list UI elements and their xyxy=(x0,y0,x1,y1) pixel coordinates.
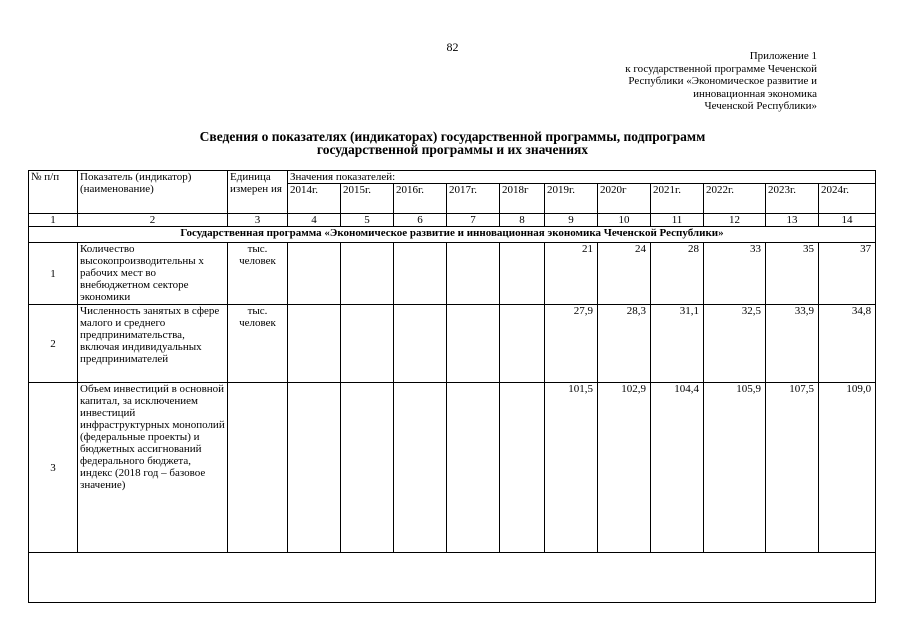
column-number: 1 xyxy=(29,214,78,227)
value-cell: 35 xyxy=(766,243,819,305)
appendix-line: Приложение 1 xyxy=(749,50,817,62)
value-cell xyxy=(447,243,500,305)
appendix-line: Чеченской Республики» xyxy=(704,100,817,112)
row-number: 3 xyxy=(29,383,78,553)
value-cell: 33,9 xyxy=(766,305,819,383)
value-cell: 28,3 xyxy=(598,305,651,383)
value-cell: 101,5 xyxy=(545,383,598,553)
value-cell xyxy=(447,383,500,553)
value-cell: 31,1 xyxy=(651,305,704,383)
column-number: 12 xyxy=(704,214,766,227)
value-cell: 37 xyxy=(819,243,876,305)
header-num: № п/п xyxy=(29,171,78,214)
value-cell xyxy=(394,305,447,383)
year-header: 2017г. xyxy=(447,184,500,214)
year-header: 2023г. xyxy=(766,184,819,214)
value-cell xyxy=(288,305,341,383)
table-row xyxy=(29,305,876,383)
value-cell xyxy=(341,383,394,553)
value-cell xyxy=(447,305,500,383)
table-row xyxy=(29,383,876,553)
appendix-line: инновационная экономика xyxy=(693,87,817,100)
indicator-name: Количество высокопроизводительны х рабочих мест во внебюджетном секторе экономики xyxy=(78,243,228,305)
column-number: 5 xyxy=(341,214,394,227)
empty-cell xyxy=(29,553,876,603)
column-number: 10 xyxy=(598,214,651,227)
value-cell xyxy=(500,243,545,305)
unit-cell xyxy=(228,383,288,553)
unit-cell: тыс. человек xyxy=(228,243,288,305)
value-cell: 105,9 xyxy=(704,383,766,553)
value-cell xyxy=(394,243,447,305)
value-cell xyxy=(288,243,341,305)
header-indicator: Показатель (индикатор) (наименование) xyxy=(78,171,228,214)
appendix-line: Республики «Экономическое развитие и xyxy=(628,75,817,87)
year-header: 2019г. xyxy=(545,184,598,214)
year-header: 2018г xyxy=(500,184,545,214)
value-cell: 32,5 xyxy=(704,305,766,383)
value-cell: 109,0 xyxy=(819,383,876,553)
year-header: 2024г. xyxy=(819,184,876,214)
indicators-table xyxy=(28,170,876,603)
value-cell: 104,4 xyxy=(651,383,704,553)
page-number: 82 xyxy=(446,40,459,54)
table-row xyxy=(29,243,876,305)
header-unit: Единица измерен ия xyxy=(228,171,288,214)
program-title-row xyxy=(29,227,876,243)
column-number: 7 xyxy=(447,214,500,227)
column-number: 9 xyxy=(545,214,598,227)
title-line: государственной программы и их значениях xyxy=(316,142,589,157)
row-number: 2 xyxy=(29,305,78,383)
program-title: Государственная программа «Экономическое развитие и инновационная экономика Чеченской Республики» xyxy=(29,227,876,243)
value-cell xyxy=(288,383,341,553)
year-header: 2016г. xyxy=(394,184,447,214)
value-cell: 33 xyxy=(704,243,766,305)
column-number: 3 xyxy=(228,214,288,227)
column-number: 6 xyxy=(394,214,447,227)
column-number: 2 xyxy=(78,214,228,227)
unit-cell: тыс. человек xyxy=(228,305,288,383)
column-number: 8 xyxy=(500,214,545,227)
column-number: 14 xyxy=(819,214,876,227)
year-header: 2015г. xyxy=(341,184,394,214)
appendix-note xyxy=(517,50,817,113)
value-cell: 107,5 xyxy=(766,383,819,553)
column-number: 13 xyxy=(766,214,819,227)
value-cell: 34,8 xyxy=(819,305,876,383)
header-values: Значения показателей: xyxy=(288,171,876,184)
column-number: 4 xyxy=(288,214,341,227)
year-header: 2020г xyxy=(598,184,651,214)
value-cell xyxy=(341,243,394,305)
value-cell xyxy=(500,305,545,383)
indicator-name: Объем инвестиций в основной капитал, за исключением инвестиций инфраструктурных монополий (федеральные проекты) и бюджетных ассигнований федерального бюджета, индекс (2018 год – базовое значение) xyxy=(78,383,228,553)
row-number: 1 xyxy=(29,243,78,305)
document-title xyxy=(0,130,905,156)
value-cell xyxy=(341,305,394,383)
value-cell xyxy=(500,383,545,553)
value-cell xyxy=(394,383,447,553)
year-header: 2014г. xyxy=(288,184,341,214)
year-header: 2021г. xyxy=(651,184,704,214)
indicator-name: Численность занятых в сфере малого и среднего предпринимательства, включая индивидуальных предпринимателей xyxy=(78,305,228,383)
year-header: 2022г. xyxy=(704,184,766,214)
column-numbers-row xyxy=(29,214,876,227)
empty-row xyxy=(29,553,876,603)
value-cell: 28 xyxy=(651,243,704,305)
value-cell: 21 xyxy=(545,243,598,305)
title-line: Сведения о показателях (индикаторах) государственной программы, подпрограмм xyxy=(199,129,706,144)
value-cell: 102,9 xyxy=(598,383,651,553)
appendix-line: к государственной программе Чеченской xyxy=(625,62,817,75)
header-row xyxy=(29,171,876,184)
value-cell: 27,9 xyxy=(545,305,598,383)
value-cell: 24 xyxy=(598,243,651,305)
column-number: 11 xyxy=(651,214,704,227)
